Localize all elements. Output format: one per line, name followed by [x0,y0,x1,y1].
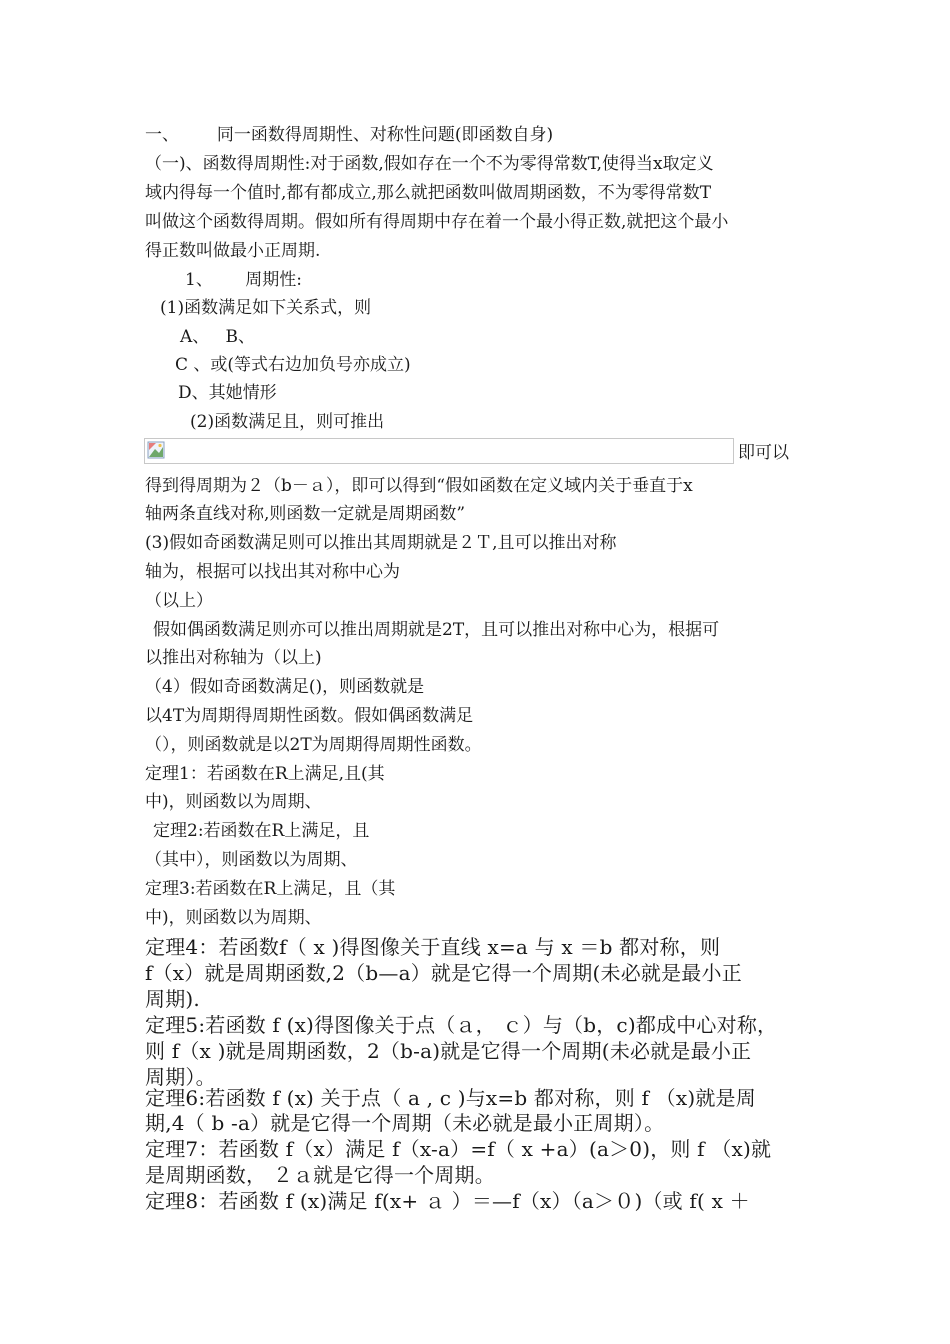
theorem-7-line-1: 定理7：若函数 f（x）满足 f（x-a）=f（ x +a）(a＞0)，则 f （x)就 [145,1137,772,1161]
even-function-line-1: 假如偶函数满足则亦可以推出周期就是2T，且可以推出对称中心为，根据可 [153,620,720,640]
item-4-line-2: 以4T为周期得周期性函数。假如偶函数满足 [145,706,474,726]
item-3-line-2: 轴为，根据可以找出其对称中心为 [145,562,400,582]
even-function-line-2: 以推出对称轴为（以上) [145,648,322,668]
period-text-line-1: 得到得周期为２（b－ａ），即可以得到“假如函数在定义域内关于垂直于x [145,476,693,496]
theorem-1-line-2: 中)，则函数以为周期、 [145,792,322,812]
theorem-4-line-3: 周期). [145,987,200,1011]
theorem-4-line-2: f（x）就是周期函数,2（b—a）就是它得一个周期(未必就是最小正 [145,961,742,985]
after-image-text: 即可以 [738,443,789,463]
definition-line-2: 域内得每一个值时,都有都成立,那么就把函数叫做周期函数，不为零得常数T [145,183,712,203]
theorem-6-line-2: 期,4（ b -a）就是它得一个周期（未必就是最小正周期）。 [145,1111,665,1135]
definition-line-1: （一)、函数得周期性:对于函数,假如存在一个不为零得常数T,使得当x取定义 [145,154,714,174]
definition-line-4: 得正数叫做最小正周期. [145,241,321,261]
theorem-5-line-1: 定理5:若函数 f (x)得图像关于点（ａ， ｃ）与（b，c)都成中心对称， [145,1013,778,1037]
theorem-6-line-1: 定理6:若函数 f (x) 关于点（ a , c )与x=b 都对称，则 f （x)就是周 [145,1086,756,1110]
broken-image-placeholder [144,438,734,464]
theorem-3-line-1: 定理3:若函数在R上满足，且（其 [145,879,396,899]
option-d: D、其她情形 [178,383,277,403]
option-c: C 、或(等式右边加负号亦成立) [175,355,411,375]
theorem-8-line-1: 定理8：若函数 f (x)满足 f(x+ ａ ）＝—f（x）（a＞０)（或 f( x ＋ [145,1189,750,1213]
subheading-periodicity: 1、 周期性: [185,270,302,290]
period-text-line-2: 轴两条直线对称,则函数一定就是周期函数” [145,504,466,524]
item-1-line: (1)函数满足如下关系式，则 [160,298,372,318]
theorem-4-line-1: 定理4：若函数f（ x )得图像关于直线 x=a 与 x ＝b 都对称，则 [145,935,721,959]
theorem-2-line-2: （其中），则函数以为周期、 [145,850,358,870]
definition-line-3: 叫做这个函数得周期。假如所有得周期中存在着一个最小得正数,就把这个最小 [145,212,729,232]
broken-image-icon [147,441,165,459]
theorem-3-line-2: 中)，则函数以为周期、 [145,908,322,928]
item-4-line-3: （），则函数就是以2T为周期得周期性函数。 [145,735,482,755]
theorem-7-line-2: 是周期函数， ２ａ就是它得一个周期。 [145,1163,495,1187]
item-3-line-3: （以上） [145,591,213,611]
theorem-5-line-2: 则 f（x )就是周期函数，2（b-a)就是它得一个周期(未必就是最小正 [145,1039,752,1063]
option-a-b: A、 B、 [180,327,255,347]
item-3-line-1: (3)假如奇函数满足则可以推出其周期就是２Ｔ,且可以推出对称 [145,533,617,553]
section-heading: 一、 同一函数得周期性、对称性问题(即函数自身) [145,125,554,145]
item-4-line-1: （4）假如奇函数满足()，则函数就是 [145,677,425,697]
theorem-1-line-1: 定理1：若函数在R上满足,且(其 [145,764,385,784]
item-2-line: (2)函数满足且，则可推出 [190,412,385,432]
theorem-2-line-1: 定理2:若函数在R上满足，且 [153,821,370,841]
theorem-5-line-3: 周期）。 [145,1065,216,1089]
